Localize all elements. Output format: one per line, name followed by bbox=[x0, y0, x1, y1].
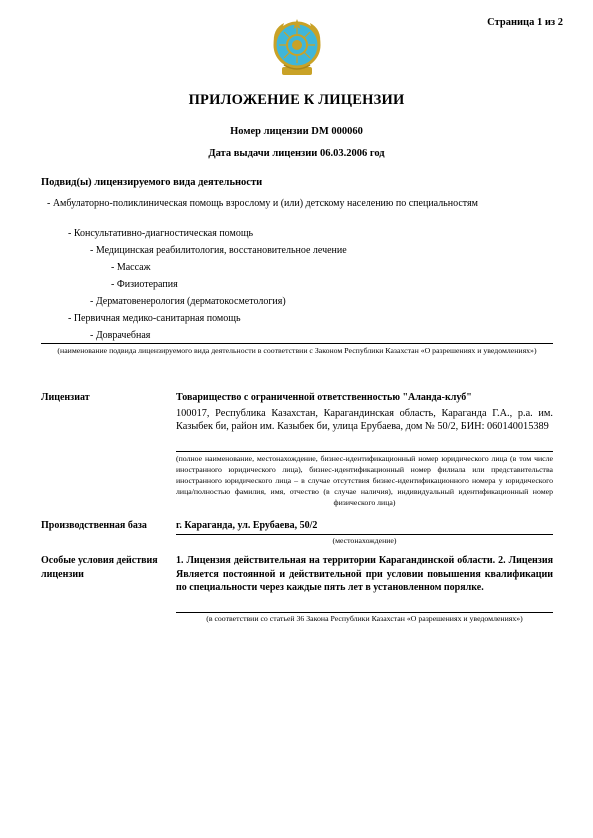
licensee-divider bbox=[176, 451, 553, 452]
activity-item: - Консультативно-диагностическая помощь bbox=[68, 228, 254, 239]
activity-item: - Доврачебная bbox=[90, 330, 151, 341]
production-base-note: (местонахождение) bbox=[332, 536, 397, 545]
activity-item: - Первичная медико-санитарная помощь bbox=[68, 313, 241, 324]
license-issue-date: Дата выдачи лицензии 06.03.2006 год bbox=[208, 148, 385, 159]
conditions-value: 1. Лицензия действительная на территории Карагандинской области. 2. Лицензия Является постоянной и действительной при условии повышения квалификации по специальности через каждые пять лет в установленном порялке. bbox=[176, 555, 553, 593]
licensee-note: (полное наименование, местонахождение, бизнес-идентификационный номер юридического лица (в том числе иностранного юридического лица), бизнес-идентификационный номер филиала или представительства иностранного юридического лица – в случае отсутствия бизнес-идентификационного номера у юридического лица/полностью фамилия, имя, отчество (в случае наличия), индивидуальный идентификационный номер физического лица) bbox=[176, 454, 553, 507]
activities-divider bbox=[41, 343, 553, 344]
document-title: ПРИЛОЖЕНИЕ К ЛИЦЕНЗИИ bbox=[188, 92, 405, 108]
licensee-address: 100017, Республика Казахстан, Карагандинская область, Караганда Г.А., р.а. им. Казыбек би, район им. Казыбек би, улица Ерубаева, дом № 50/2, БИН: 060140015389 bbox=[176, 408, 553, 432]
activities-note: (наименование подвида лицензируемого вида деятельности в соответствии с Законом Республики Казахстан «О разрешениях и уведомлениях») bbox=[57, 346, 537, 355]
activity-item: - Медицинская реабилитология, восстановительное лечение bbox=[90, 245, 347, 256]
activities-heading: Подвид(ы) лицензируемого вида деятельности bbox=[41, 177, 263, 188]
activity-item: - Массаж bbox=[111, 262, 151, 273]
activity-item: - Физиотерапия bbox=[111, 279, 178, 290]
page-number: Страница 1 из 2 bbox=[487, 17, 563, 28]
license-number: Номер лицензии DM 000060 bbox=[230, 126, 363, 137]
licensee-name: Товарищество с ограниченной ответственностью "Аланда-клуб" bbox=[176, 392, 472, 403]
activity-item: - Дерматовенерология (дерматокосметология) bbox=[90, 296, 286, 307]
conditions-divider bbox=[176, 612, 553, 613]
production-base-divider bbox=[176, 534, 553, 535]
conditions-label: Особые условия действия лицензии bbox=[41, 555, 158, 580]
activity-item: - Амбулаторно-поликлиническая помощь взрослому и (или) детскому населению по специальностям bbox=[47, 198, 478, 209]
kazakhstan-state-emblem-icon bbox=[270, 15, 324, 79]
conditions-note: (в соответствии со статьей 36 Закона Республики Казахстан «О разрешениях и уведомлениях») bbox=[206, 614, 523, 623]
licensee-label: Лицензиат bbox=[41, 392, 90, 403]
production-base-label: Производственная база bbox=[41, 520, 147, 531]
production-base-value: г. Караганда, ул. Ерубаева, 50/2 bbox=[176, 520, 318, 531]
